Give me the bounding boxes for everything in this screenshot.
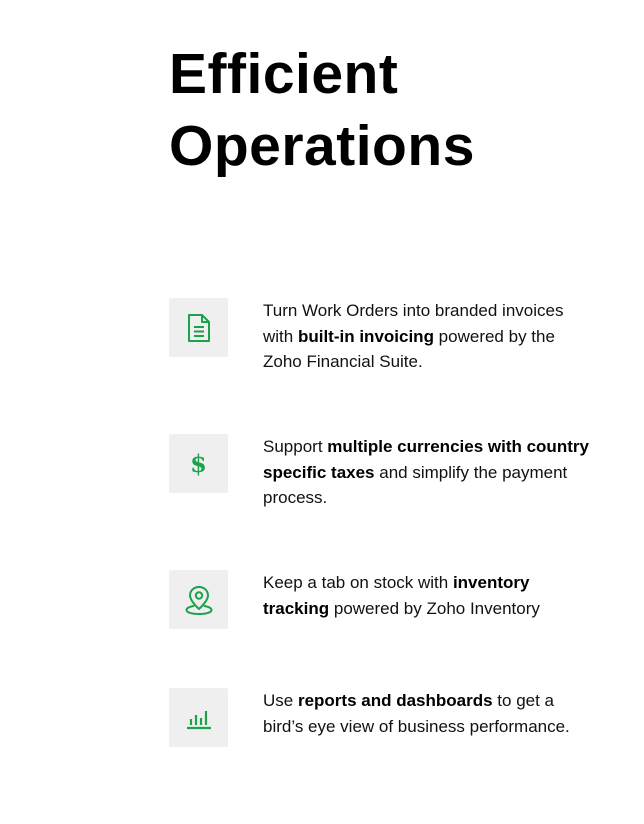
feature-currencies-highlight: multiple currencies with country specific taxes — [263, 437, 589, 482]
invoice-icon-box — [169, 298, 228, 357]
chart-icon-box — [169, 688, 228, 747]
page-title-line-2: Operations — [169, 114, 475, 178]
feature-invoicing-highlight: built-in invoicing — [297, 326, 434, 346]
invoice-document-icon — [186, 313, 212, 343]
page-title-line-1: Efficient — [169, 42, 399, 106]
feature-inventory-highlight: inventory tracking — [263, 573, 530, 618]
feature-reports-highlight: reports and dashboards — [297, 691, 493, 710]
location-pin-icon — [184, 584, 214, 616]
dollar-icon: $ — [190, 448, 207, 478]
page-title — [169, 38, 475, 182]
feature-inventory-text: Keep a tab on stock with inventory tracking powered by Zoho Inventory — [263, 573, 540, 618]
feature-invoicing-text: Turn Work Orders into branded invoices with built-in invoicing powered by the Zoho Financial Suite. — [263, 301, 564, 371]
location-icon-box — [169, 570, 228, 629]
dollar-icon-box — [169, 434, 228, 493]
feature-reports-text: Use reports and dashboards to get a bird’s eye view of business performance. — [263, 691, 570, 736]
feature-currencies-text: Support multiple currencies with country specific taxes and simplify the payment process. — [263, 437, 589, 507]
bar-chart-icon — [185, 706, 213, 730]
